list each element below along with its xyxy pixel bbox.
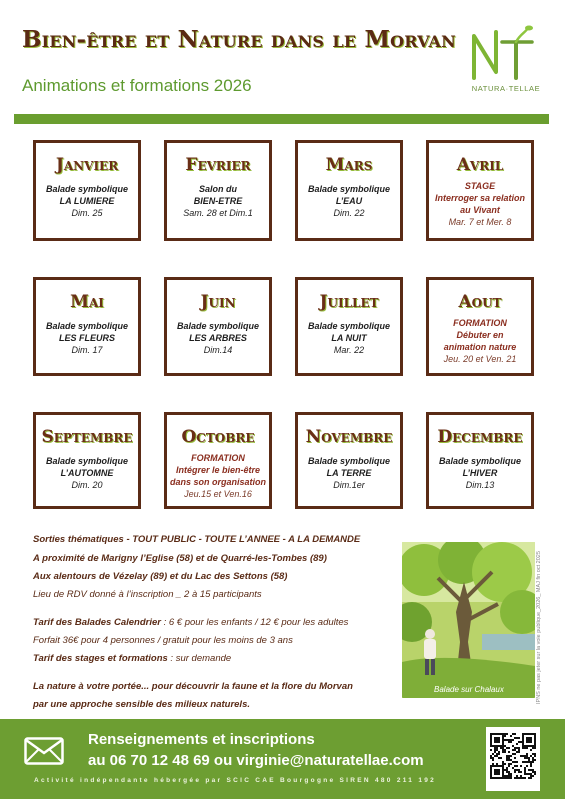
qr-module — [534, 759, 536, 761]
qr-module — [530, 755, 532, 757]
qr-module — [496, 753, 498, 755]
qr-module — [508, 763, 510, 765]
qr-module — [510, 759, 512, 761]
qr-module — [494, 755, 496, 757]
qr-module — [492, 759, 494, 761]
qr-module — [508, 777, 510, 779]
header-divider — [14, 114, 549, 124]
qr-module — [510, 777, 512, 779]
activity-date: Dim.1er — [333, 480, 365, 490]
qr-module — [520, 771, 522, 773]
qr-module — [496, 749, 498, 751]
activity-line: LA NUIT — [331, 333, 367, 343]
info-line-themes: Sorties thématiques - TOUT PUBLIC - TOUTE L’ANNEE - A LA DEMANDE — [33, 534, 361, 545]
tarif-balades-value: : 6 € pour les enfants / 12 € pour les adultes — [160, 617, 349, 628]
qr-module — [524, 747, 526, 749]
page-title: Bien-être et Nature dans le Morvan — [22, 26, 456, 53]
activity-line: animation nature — [443, 342, 517, 352]
qr-module — [500, 747, 502, 749]
mail-icon — [24, 737, 64, 765]
activity-date: Sam. 28 et Dim.1 — [183, 208, 253, 218]
logo-nt-icon — [466, 22, 546, 84]
qr-module — [520, 765, 522, 767]
qr-module — [526, 765, 528, 767]
qr-module — [534, 753, 536, 755]
qr-module — [506, 767, 508, 769]
qr-module — [508, 775, 510, 777]
qr-module — [512, 761, 514, 763]
qr-finder-core — [494, 769, 500, 775]
qr-module — [514, 769, 516, 771]
qr-module — [516, 775, 518, 777]
qr-module — [526, 761, 528, 763]
qr-module — [506, 739, 508, 741]
month-name: Septembre — [41, 427, 133, 447]
qr-module — [504, 745, 506, 747]
activity-line: Salon du — [199, 184, 237, 194]
qr-module — [526, 753, 528, 755]
qr-module — [506, 747, 508, 749]
qr-module — [508, 751, 510, 753]
qr-module — [524, 773, 526, 775]
qr-module — [492, 757, 494, 759]
month-card-juillet — [295, 277, 403, 376]
qr-module — [510, 739, 512, 741]
activity-date: Dim. 22 — [333, 208, 365, 218]
activity-line: FORMATION — [453, 318, 507, 328]
qr-module — [490, 757, 492, 759]
qr-module — [490, 749, 492, 751]
qr-module — [532, 775, 534, 777]
activity-date: Dim.13 — [465, 480, 495, 490]
qr-module — [528, 777, 530, 779]
qr-module — [508, 773, 510, 775]
month-card-fevrier — [164, 140, 272, 241]
qr-module — [506, 759, 508, 761]
qr-module — [506, 755, 508, 757]
qr-module — [498, 757, 500, 759]
qr-module — [514, 757, 516, 759]
qr-module — [504, 775, 506, 777]
month-card-avril — [426, 140, 534, 241]
qr-finder-core — [494, 737, 500, 743]
activity-line: STAGE — [464, 181, 496, 191]
qr-module — [506, 769, 508, 771]
qr-module — [510, 773, 512, 775]
qr-module — [530, 777, 532, 779]
qr-module — [490, 755, 492, 757]
month-name: Novembre — [305, 427, 393, 447]
tarif-stages-value: : sur demande — [167, 653, 232, 664]
forfait-label: Forfait 36€ — [33, 635, 79, 646]
qr-module — [518, 769, 520, 771]
qr-module — [524, 777, 526, 779]
activity-line: LES FLEURS — [58, 333, 115, 343]
qr-module — [498, 751, 500, 753]
activity-line: L’HIVER — [462, 468, 498, 478]
qr-module — [496, 763, 498, 765]
qr-module — [504, 739, 506, 741]
qr-module — [532, 771, 534, 773]
qr-module — [534, 755, 536, 757]
info-line-location-1: A proximité de Marigny l’Eglise (58) et de Quarré-les-Tombes (89) — [33, 553, 327, 564]
qr-module — [502, 749, 504, 751]
qr-module — [524, 761, 526, 763]
tarif-balades-label: Tarif des Balades Calendrier — [33, 617, 161, 628]
qr-module — [510, 735, 512, 737]
qr-module — [530, 765, 532, 767]
activity-line: Balade symbolique — [45, 456, 129, 466]
qr-module — [512, 739, 514, 741]
qr-module — [504, 735, 506, 737]
activity-line: Balade symbolique — [176, 321, 260, 331]
month-card-juin — [164, 277, 272, 376]
activity-line: Balade symbolique — [45, 321, 129, 331]
qr-module — [532, 757, 534, 759]
qr-module — [508, 757, 510, 759]
activity-line: Interroger sa relation — [434, 193, 526, 203]
qr-module — [514, 753, 516, 755]
qr-module — [514, 771, 516, 773]
activity-date: Mar. 7 et Mer. 8 — [448, 217, 512, 227]
activity-line: FORMATION — [191, 453, 245, 463]
qr-module — [502, 747, 504, 749]
qr-module — [502, 761, 504, 763]
info-line-tarif-balades — [33, 617, 348, 628]
qr-module — [516, 769, 518, 771]
qr-module — [518, 771, 520, 773]
qr-module — [530, 749, 532, 751]
qr-module — [508, 759, 510, 761]
qr-module — [496, 747, 498, 749]
activity-line: Balade symbolique — [307, 456, 391, 466]
qr-module — [530, 763, 532, 765]
qr-module — [514, 737, 516, 739]
qr-module — [522, 755, 524, 757]
qr-module — [514, 749, 516, 751]
qr-module — [516, 737, 518, 739]
month-card-septembre — [33, 412, 141, 509]
closing-line-2: par une approche sensible des milieux naturels. — [33, 699, 250, 710]
qr-code[interactable] — [486, 727, 540, 791]
qr-module — [508, 741, 510, 743]
qr-module — [524, 757, 526, 759]
qr-module — [518, 737, 520, 739]
closing-line-1: La nature à votre portée... pour découvrir la faune et la flore du Morvan — [33, 681, 353, 692]
qr-module — [530, 761, 532, 763]
qr-module — [528, 773, 530, 775]
qr-module — [504, 769, 506, 771]
activity-line: Balade symbolique — [438, 456, 522, 466]
qr-module — [528, 769, 530, 771]
qr-module — [508, 747, 510, 749]
qr-module — [492, 753, 494, 755]
month-name: Juin — [200, 292, 236, 312]
qr-module — [506, 777, 508, 779]
qr-module — [514, 733, 516, 735]
qr-module — [502, 763, 504, 765]
activity-line: au Vivant — [460, 205, 500, 215]
activity-date: Mar. 22 — [333, 345, 365, 355]
contact-footer — [0, 719, 565, 799]
activity-date: Dim. 17 — [71, 345, 103, 355]
qr-code-icon — [486, 727, 540, 791]
qr-module — [512, 767, 514, 769]
qr-module — [532, 753, 534, 755]
info-line-tarif-stages — [33, 653, 231, 664]
activity-date: Jeu. 20 et Ven. 21 — [443, 354, 517, 364]
qr-module — [510, 775, 512, 777]
qr-module — [502, 751, 504, 753]
qr-module — [508, 739, 510, 741]
month-name: Janvier — [55, 155, 119, 175]
qr-module — [524, 767, 526, 769]
month-card-aout — [426, 277, 534, 376]
qr-module — [504, 763, 506, 765]
activity-line: Intégrer le bien-être — [175, 465, 261, 475]
qr-module — [532, 761, 534, 763]
qr-module — [516, 765, 518, 767]
qr-module — [526, 755, 528, 757]
month-card-janvier — [33, 140, 141, 241]
qr-module — [498, 753, 500, 755]
activity-line: LA TERRE — [326, 468, 372, 478]
qr-module — [520, 755, 522, 757]
qr-module — [524, 771, 526, 773]
qr-module — [506, 757, 508, 759]
qr-module — [494, 747, 496, 749]
month-name: Mai — [70, 292, 104, 312]
qr-module — [512, 745, 514, 747]
page-subtitle: Animations et formations 2026 — [22, 76, 252, 95]
qr-module — [510, 763, 512, 765]
qr-module — [504, 749, 506, 751]
qr-module — [506, 733, 508, 735]
qr-module — [504, 733, 506, 735]
ipns-side-note: IPNS ne pas jeter sur la voie publique_2026_ MAJ fin oct 2025 — [536, 551, 542, 704]
month-name: Avril — [456, 155, 504, 175]
qr-module — [530, 769, 532, 771]
nature-photo — [402, 542, 535, 698]
month-name: Aout — [458, 292, 502, 312]
qr-module — [516, 743, 518, 745]
qr-module — [526, 747, 528, 749]
month-card-mai — [33, 277, 141, 376]
contact-heading: Renseignements et inscriptions — [88, 731, 315, 748]
activity-line: dans son organisation — [169, 477, 266, 487]
qr-module — [506, 775, 508, 777]
month-card-decembre — [426, 412, 534, 509]
qr-module — [494, 751, 496, 753]
month-name: Juillet — [319, 292, 379, 312]
qr-module — [512, 753, 514, 755]
qr-module — [524, 769, 526, 771]
qr-module — [534, 771, 536, 773]
activity-line: BIEN-ETRE — [193, 196, 243, 206]
qr-module — [492, 763, 494, 765]
qr-module — [518, 777, 520, 779]
qr-module — [526, 757, 528, 759]
qr-module — [510, 741, 512, 743]
qr-module — [496, 755, 498, 757]
qr-module — [534, 773, 536, 775]
qr-module — [522, 777, 524, 779]
qr-module — [512, 733, 514, 735]
month-name: Mars — [325, 155, 373, 175]
qr-module — [516, 761, 518, 763]
qr-module — [514, 747, 516, 749]
activity-date: Dim.14 — [203, 345, 233, 355]
qr-module — [528, 757, 530, 759]
tarif-stages-label: Tarif des stages et formations — [33, 653, 168, 664]
natura-tellae-logo — [466, 22, 546, 98]
month-card-novembre — [295, 412, 403, 509]
qr-module — [504, 777, 506, 779]
qr-module — [508, 755, 510, 757]
activity-date: Dim. 25 — [71, 208, 103, 218]
qr-module — [518, 751, 520, 753]
qr-module — [516, 747, 518, 749]
qr-module — [522, 761, 524, 763]
qr-module — [506, 771, 508, 773]
qr-module — [494, 749, 496, 751]
activity-date: Jeu.15 et Ven.16 — [184, 489, 252, 499]
qr-module — [528, 759, 530, 761]
qr-module — [522, 747, 524, 749]
qr-module — [504, 751, 506, 753]
qr-module — [516, 777, 518, 779]
qr-module — [526, 773, 528, 775]
qr-module — [518, 747, 520, 749]
activity-line: L’AUTOMNE — [60, 468, 114, 478]
month-name: Fevrier — [185, 155, 251, 175]
activity-line: Balade symbolique — [307, 184, 391, 194]
month-name: Decembre — [437, 427, 523, 447]
info-line-forfait — [33, 635, 293, 646]
qr-module — [514, 777, 516, 779]
activity-line: Débuter en — [456, 330, 504, 340]
qr-module — [534, 747, 536, 749]
qr-module — [500, 757, 502, 759]
qr-module — [518, 749, 520, 751]
month-card-mars — [295, 140, 403, 241]
qr-module — [532, 747, 534, 749]
photo-caption: Balade sur Chalaux — [434, 685, 504, 694]
qr-finder-core — [526, 737, 532, 743]
qr-module — [532, 769, 534, 771]
qr-module — [520, 777, 522, 779]
qr-module — [530, 775, 532, 777]
info-line-meeting: Lieu de RDV donné à l’inscription _ 2 à 15 participants — [33, 589, 262, 600]
activity-line: LES ARBRES — [189, 333, 247, 343]
activity-line: LA LUMIERE — [59, 196, 115, 206]
activity-line: Balade symbolique — [45, 184, 129, 194]
forfait-value: pour 4 personnes / gratuit pour les moins de 3 ans — [78, 635, 293, 646]
qr-module — [512, 749, 514, 751]
qr-module — [508, 765, 510, 767]
qr-module — [516, 751, 518, 753]
info-line-location-2: Aux alentours de Vézelay (89) et du Lac des Settons (58) — [33, 571, 288, 582]
forest-walk-illustration — [402, 542, 535, 698]
qr-module — [518, 741, 520, 743]
qr-module — [524, 755, 526, 757]
qr-module — [510, 755, 512, 757]
qr-module — [508, 771, 510, 773]
month-card-octobre — [164, 412, 272, 509]
qr-module — [514, 765, 516, 767]
logo-text: NATURA·TELLAE — [471, 84, 541, 93]
qr-module — [520, 775, 522, 777]
activity-line: L’EAU — [335, 196, 363, 206]
month-name: Octobre — [181, 427, 255, 447]
qr-module — [528, 761, 530, 763]
qr-module — [520, 741, 522, 743]
qr-module — [530, 773, 532, 775]
activity-date: Dim. 20 — [71, 480, 103, 490]
qr-module — [514, 761, 516, 763]
activity-line: Balade symbolique — [307, 321, 391, 331]
qr-module — [532, 759, 534, 761]
contact-details[interactable]: au 06 70 12 48 69 ou virginie@naturatellae.com — [88, 752, 424, 769]
legal-notice: Activité indépendante hébergée par SCIC CAE Bourgogne SIREN 480 211 192 — [34, 777, 437, 784]
